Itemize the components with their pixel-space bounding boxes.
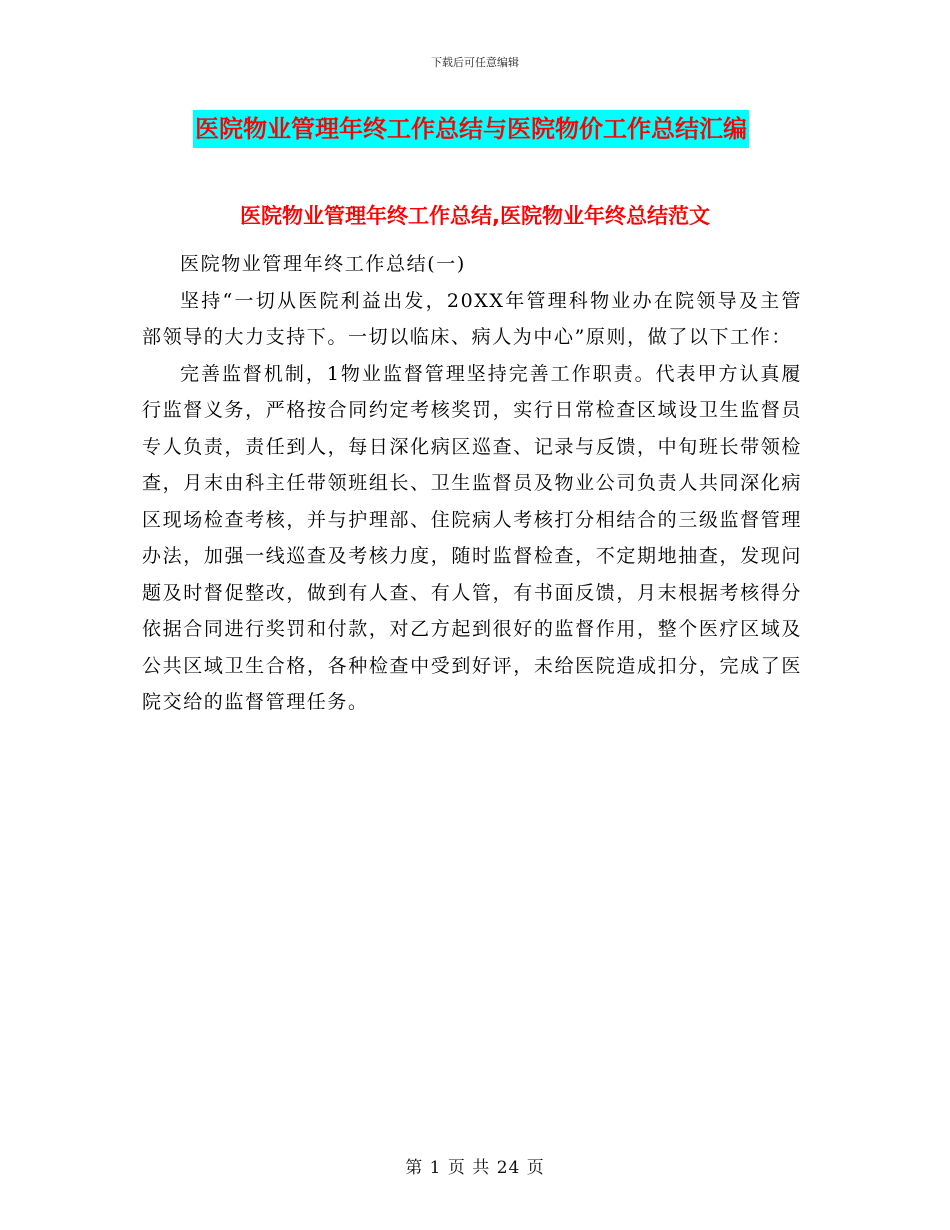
header-note: 下载后可任意编辑 <box>431 56 519 69</box>
main-title: 医院物业管理年终工作总结与医院物价工作总结汇编 <box>193 110 749 148</box>
body-text <box>142 246 802 721</box>
main-title-container <box>193 110 749 148</box>
paragraph: 完善监督机制，1物业监督管理坚持完善工作职责。代表甲方认真履行监督义务，严格按合同约定考核奖罚，实行日常检查区域设卫生监督员专人负责，责任到人，每日深化病区巡查、记录与反馈，中旬班长带领检查，月末由科主任带领班组长、卫生监督员及物业公司负责人共同深化病区现场检查考核，并与护理部、住院病人考核打分相结合的三级监督管理办法，加强一线巡查及考核力度，随时监督检查，不定期地抽查，发现问题及时督促整改，做到有人查、有人管，有书面反馈，月末根据考核得分依据合同进行奖罚和付款，对乙方起到很好的监督作用，整个医疗区域及公共区域卫生合格，各种检查中受到好评，未给医院造成扣分，完成了医院交给的监督管理任务。 <box>142 362 802 713</box>
page-number: 第 1 页 共 24 页 <box>405 1158 545 1178</box>
paragraph-heading: 医院物业管理年终工作总结(一) <box>180 253 466 275</box>
section-title: 医院物业管理年终工作总结,医院物业年终总结范文 <box>240 204 710 228</box>
paragraph: 坚持“一切从医院利益出发，20XX年管理科物业办在院领导及主管部领导的大力支持下。一切以临床、病人为中心”原则，做了以下工作： <box>142 289 802 348</box>
